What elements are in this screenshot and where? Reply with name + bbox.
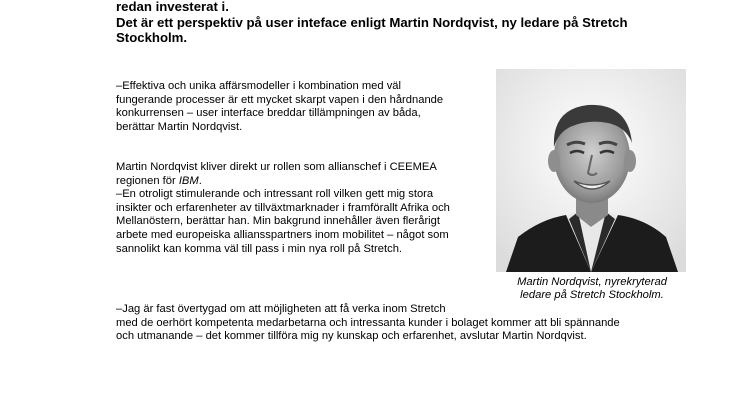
caption-line-2: ledare på Stretch Stockholm. (520, 288, 664, 301)
portrait-photo (496, 69, 686, 272)
paragraph-line: –Jag är fast övertygad om att möjligheten att få verka inom Stretch (116, 303, 446, 315)
paragraph-line (116, 175, 501, 189)
photo-caption (492, 276, 692, 301)
quote-line: arbete med europeiska alliansspartners inom mobilitet – något som (116, 228, 449, 241)
quote-line: –En otroligt stimulerande och intressant roll vilken gett mig stora (116, 188, 434, 201)
paragraph-closing (116, 303, 706, 344)
company-name: IBM (178, 174, 199, 187)
paragraph-intro (116, 80, 501, 134)
lead-line-1: redan investerat i. (116, 0, 229, 14)
lead-line-2: Det är ett perspektiv på user inteface enligt Martin Nordqvist, ny ledare på Stretch (116, 14, 628, 30)
paragraph-line: berättar Martin Nordqvist. (116, 120, 243, 133)
paragraph-line: Martin Nordqvist kliver direkt ur rollen som allianschef i CEEMEA (116, 161, 437, 173)
paragraph-line: –Effektiva och unika affärsmodeller i kombination med väl (116, 80, 402, 92)
paragraph-line: och utmanande – det kommer tillföra mig ny kunskap och erfarenhet, avslutar Martin Nordqvist. (116, 330, 587, 343)
paragraph-line: fungerande processer är ett mycket skarpt vapen i den hårdnande (116, 93, 444, 106)
paragraph-line: med de oerhört kompetenta medarbetarna och intressanta kunder i bolaget kommer att bli spännande (116, 316, 620, 329)
period: . (198, 174, 202, 187)
lead-paragraph (116, 0, 706, 46)
paragraph-background (116, 161, 501, 256)
paragraph-line: konkurrensen – user interface breddar tillämpningen av båda, (116, 107, 421, 120)
quote-line: Mellanöstern, berättar han. Min bakgrund innehåller även flerårigt (116, 215, 441, 228)
portrait-image (496, 69, 686, 272)
caption-line-1: Martin Nordqvist, nyrekryterad (517, 276, 667, 288)
region-text: regionen för (116, 174, 179, 187)
lead-line-3: Stockholm. (116, 30, 188, 45)
quote-line: insikter och erfarenheter av tillväxtmarknader i framförallt Afrika och (116, 201, 450, 214)
quote-line: sannolikt kan komma väl till pass i min nya roll på Stretch. (116, 242, 403, 255)
